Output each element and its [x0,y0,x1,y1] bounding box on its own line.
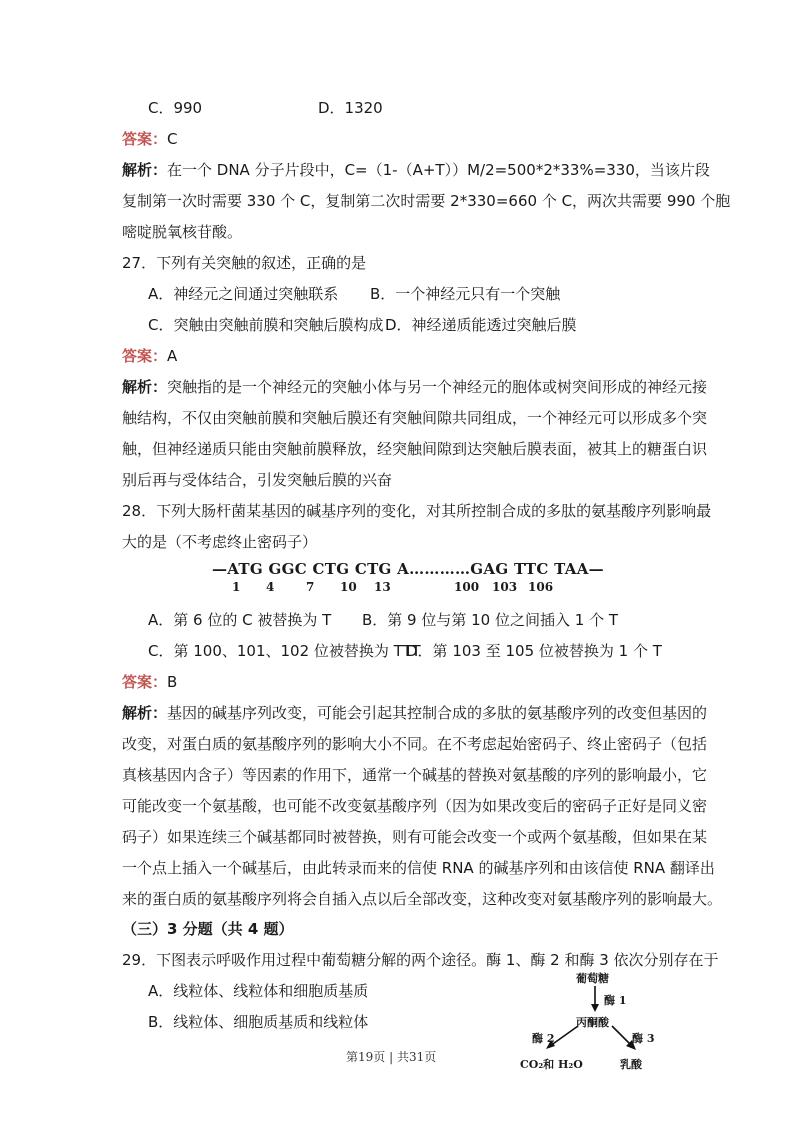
q26-analysis-line-1 [122,159,710,181]
position-label: 4 [266,580,275,594]
position-label: 103 [492,580,518,594]
glucose-label: 葡萄糖 [576,972,609,985]
q28-stem-line-1: 28．下列大肠杆菌某基因的碱基序列的变化，对其所控制合成的多肽的氨基酸序列影响最 [122,502,712,520]
q26-analysis-line-3: 嘧啶脱氧核苷酸。 [122,223,243,241]
answer-value: C [167,130,178,148]
lactic-acid-label: 乳酸 [620,1058,642,1071]
position-label: 100 [454,580,480,594]
position-label: 10 [340,580,357,594]
q28-analysis-line-1 [122,702,707,724]
position-label: 1 [232,580,241,594]
page-footer: 第19页 | 共31页 [346,1050,437,1064]
q29-option-a: A．线粒体、线粒体和细胞质基质 [148,982,369,1000]
q27-analysis-line-1 [122,376,707,398]
q28-analysis-line-6: 一个点上插入一个碱基后，由此转录而来的信使 RNA 的碱基序列和由该信使 RNA 翻译出 [122,859,715,877]
answer-value: A [167,347,178,365]
q27-answer [122,345,177,367]
q28-option-a: A．第 6 位的 C 被替换为 T [148,611,332,629]
q26-analysis-line-2: 复制第一次时需要 330 个 C，复制第二次时需要 2*330=660 个 C，两次共需要 990 个胞 [122,192,731,210]
q27-option-d: D．神经递质能透过突触后膜 [385,316,577,334]
q28-analysis-line-5: 码子）如果连续三个碱基都同时被替换，则有可能会改变一个或两个氨基酸，但如果在某 [122,828,708,846]
answer-label: 答案： [122,130,168,148]
q27-option-c: C．突触由突触前膜和突触后膜构成 [148,316,384,334]
dna-sequence: —ATG GGC CTG CTG A…………GAG TTC TAA— [212,560,604,578]
q26-option-c: C．990 [148,99,203,117]
position-label: 7 [306,580,315,594]
position-label: 13 [374,580,391,594]
answer-label: 答案： [122,673,168,691]
q28-analysis-line-2: 改变，对蛋白质的氨基酸序列的影响大小不同。在不考虑起始密码子、终止密码子（包括 [122,735,708,753]
q26-option-d: D．1320 [318,99,383,117]
q28-analysis-line-4: 可能改变一个氨基酸，也可能不改变氨基酸序列（因为如果改变后的密码子正好是同义密 [122,797,708,815]
analysis-label: 解析： [122,161,168,179]
q27-stem: 27．下列有关突触的叙述，正确的是 [122,254,367,272]
q27-analysis-line-2: 触结构，不仅由突触前膜和突触后膜还有突触间隙共同组成，一个神经元可以形成多个突 [122,409,708,427]
q28-option-b: B．第 9 位与第 10 位之间插入 1 个 T [362,611,619,629]
q27-analysis-line-4: 别后再与受体结合，引发突触后膜的兴奋 [122,471,393,489]
q29-option-b: B．线粒体、细胞质基质和线粒体 [148,1013,369,1031]
position-label: 106 [528,580,554,594]
section-heading: （三）3 分题（共 4 题） [122,920,294,938]
answer-label: 答案： [122,347,168,365]
q29-stem: 29．下图表示呼吸作用过程中葡萄糖分解的两个途径。酶 1、酶 2 和酶 3 依次分别存在于 [122,951,719,969]
co2-h2o-label: CO₂和 H₂O [520,1058,583,1071]
answer-value: B [167,673,178,691]
enzyme-2-label: 酶 2 [532,1032,555,1045]
q28-analysis-line-7: 来的蛋白质的氨基酸序列将会自插入点以后全部改变，这种改变对氨基酸序列的影响最大。 [122,890,723,908]
q28-stem-line-2: 大的是（不考虑终止密码子） [122,533,318,551]
q28-option-d: D．第 103 至 105 位被替换为 1 个 T [406,642,662,660]
pyruvate-label: 丙酮酸 [576,1016,609,1029]
q28-answer [122,671,177,693]
q27-option-b: B．一个神经元只有一个突触 [370,285,561,303]
analysis-text: 基因的碱基序列改变，可能会引起其控制合成的多肽的氨基酸序列的改变但基因的 [167,704,708,722]
q27-analysis-line-3: 触，但神经递质只能由突触前膜释放，经突触间隙到达突触后膜表面，被其上的糖蛋白识 [122,440,708,458]
analysis-label: 解析： [122,378,168,396]
respiration-pathway-diagram [520,966,670,1076]
q28-analysis-line-3: 真核基因内含子）等因素的作用下，通常一个碱基的替换对氨基酸的序列的影响最小，它 [122,766,708,784]
q28-option-c: C．第 100、101、102 位被替换为 TTT [148,642,421,660]
enzyme-3-label: 酶 3 [632,1032,655,1045]
q26-answer [122,128,178,150]
q27-option-a: A．神经元之间通过突触联系 [148,285,339,303]
analysis-text: 突触指的是一个神经元的突触小体与另一个神经元的胞体或树突间形成的神经元接 [167,378,708,396]
enzyme-1-label: 酶 1 [604,994,627,1007]
analysis-label: 解析： [122,704,168,722]
analysis-text: 在一个 DNA 分子片段中，C=（1-（A+T））M/2=500*2*33%=330，当该片段 [167,161,710,179]
